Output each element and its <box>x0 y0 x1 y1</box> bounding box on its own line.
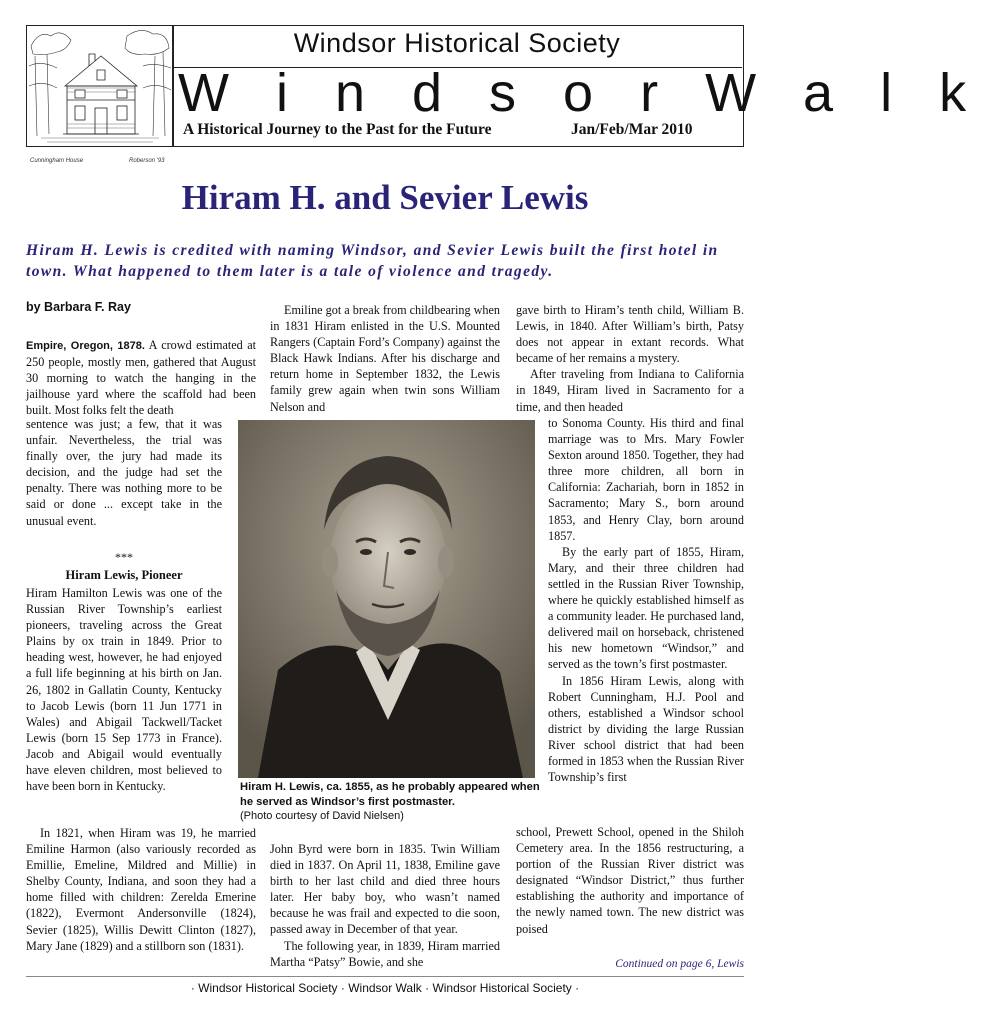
lead-paragraph: A crowd estimated at 250 people, mostly men, gathered that August 30 morning to watch the hanging in the jailhouse yard where the scaffold had been built. Most folks felt the death <box>26 338 256 418</box>
section-separator: *** <box>115 550 133 564</box>
column-3-paragraph: to Sonoma County. His third and final marriage was to Mrs. Mary Fowler Sexton around 1850. Together, they had three more children, all born in California: Zachariah, born in 1852 in Sacramento; Mary S., born around 1853, and Henry Clay, born around 1857. <box>548 416 744 543</box>
portrait-icon <box>238 420 535 778</box>
logo-caption-right: Roberson '93 <box>129 158 165 164</box>
dateline: Empire, Oregon, 1878. <box>26 340 145 352</box>
column-2-paragraph: John Byrd were born in 1835. Twin William died in 1837. On April 11, 1838, Emiline gave birth to her last child and died three hours later. Her baby boy, who wasn’t named because he was frail and expected to die soon, passed away in December of that year. <box>270 842 500 937</box>
byline: by Barbara F. Ray <box>26 300 131 314</box>
section-subhead: Hiram Lewis, Pioneer <box>65 568 183 582</box>
logo-caption-left: Cunningham House <box>30 158 84 164</box>
column-2-bottom <box>270 841 500 970</box>
column-1-wrap: sentence was just; a few, that it was unfair. Nevertheless, the trial was finally over, the jury had made its decision, and the judge had set the penalty. There was nothing more to be said or done ... except take in the unusual event. <box>26 417 222 528</box>
column-3-top <box>516 302 744 415</box>
column-3-bottom: school, Prewett School, opened in the Shiloh Cemetery area. In the 1856 restructuring, a portion of the Russian River district was designated “Windsor District,” thus further establishing the authority and importance of the newly named town. The new district was poised <box>516 825 744 936</box>
column-1-lead <box>26 337 256 418</box>
column-3-wrap <box>548 415 744 785</box>
photo-caption: Hiram H. Lewis, ca. 1855, as he probably appeared when he served as Windsor’s first postmaster. <box>240 781 540 808</box>
house-sketch-icon <box>27 26 173 146</box>
column-2-paragraph: The following year, in 1839, Hiram married Martha “Patsy” Bowie, and she <box>270 938 500 969</box>
photo-credit: (Photo courtesy of David Nielsen) <box>240 810 404 822</box>
page-footer: · Windsor Historical Society · Windsor Walk · Windsor Historical Society · <box>190 981 580 995</box>
column-3-paragraph: gave birth to Hiram’s tenth child, William B. Lewis, in 1840. After William’s birth, Patsy does not appear in extant records. What became of her remains a mystery. <box>516 303 744 366</box>
column-1-bottom: In 1821, when Hiram was 19, he married Emiline Harmon (also variously recorded as Emillie, Emeline, Mildred and Millie) in Shelby County, Indiana, and soon they had a home filled with children: Zerelda Emerine (1822), Evermont Andersonville (1824), Sevier (1825), Willis Dewitt Clinton (1827), Mary Jane (1829) and a stillborn son (1831). <box>26 826 256 953</box>
society-name: Windsor Historical Society <box>293 28 621 58</box>
issue-date: Jan/Feb/Mar 2010 <box>571 121 693 138</box>
column-3-paragraph: In 1856 Hiram Lewis, along with Robert Cunningham, H.J. Pool and others, established a Windsor school district by dividing the large Russian River school district that had been formed in 1853 when the Russian River Township’s first <box>548 673 744 785</box>
newsletter-tagline: A Historical Journey to the Past for the Future <box>183 121 492 138</box>
portrait-photo <box>238 420 535 778</box>
article-headline: Hiram H. and Sevier Lewis <box>181 178 589 217</box>
masthead-logo-illustration <box>26 25 174 164</box>
footer-divider <box>26 976 744 977</box>
continued-line: Continued on page 6, Lewis <box>615 958 744 970</box>
newsletter-title: W i n d s o r W a l k <box>178 63 982 123</box>
column-1-pioneer: Hiram Hamilton Lewis was one of the Russian River Township’s earliest pioneers, traveling across the Great Plains by ox train in 1849. Prior to heading west, however, he had enjoyed a full life beginning at his birth on Jan. 26, 1802 in Gallatin County, Kentucky to Jacob Lewis (born 11 Jun 1771 in Wales) and Abigail Tackwell/Tacket Lewis (born 15 Sep 1773 in France). Jacob and Abigail would eventually have eleven children, most believed to have been born in Kentucky. <box>26 586 222 794</box>
column-2-top: Emiline got a break from childbearing when in 1831 Hiram enlisted in the U.S. Mounted Rangers (Captain Ford’s Company) against the Black Hawk Indians. After his discharge and return home in September 1832, the Lewis family grew again when twin sons William Nelson and <box>270 303 500 414</box>
column-3-paragraph: After traveling from Indiana to California in 1849, Hiram lived in Sacramento for a time, and then headed <box>516 367 744 414</box>
column-3-paragraph: By the early part of 1855, Hiram, Mary, and their three children had settled in the Russian River Township, where he quickly established himself as a community leader. He purchased land, delivered mail on horseback, christened his new hometown “Windsor,” and served as the town’s first postmaster. <box>548 544 744 672</box>
article-deck: Hiram H. Lewis is credited with naming Windsor, and Sevier Lewis built the first hotel in town. What happened to them later is a tale of violence and tragedy. <box>26 242 719 280</box>
